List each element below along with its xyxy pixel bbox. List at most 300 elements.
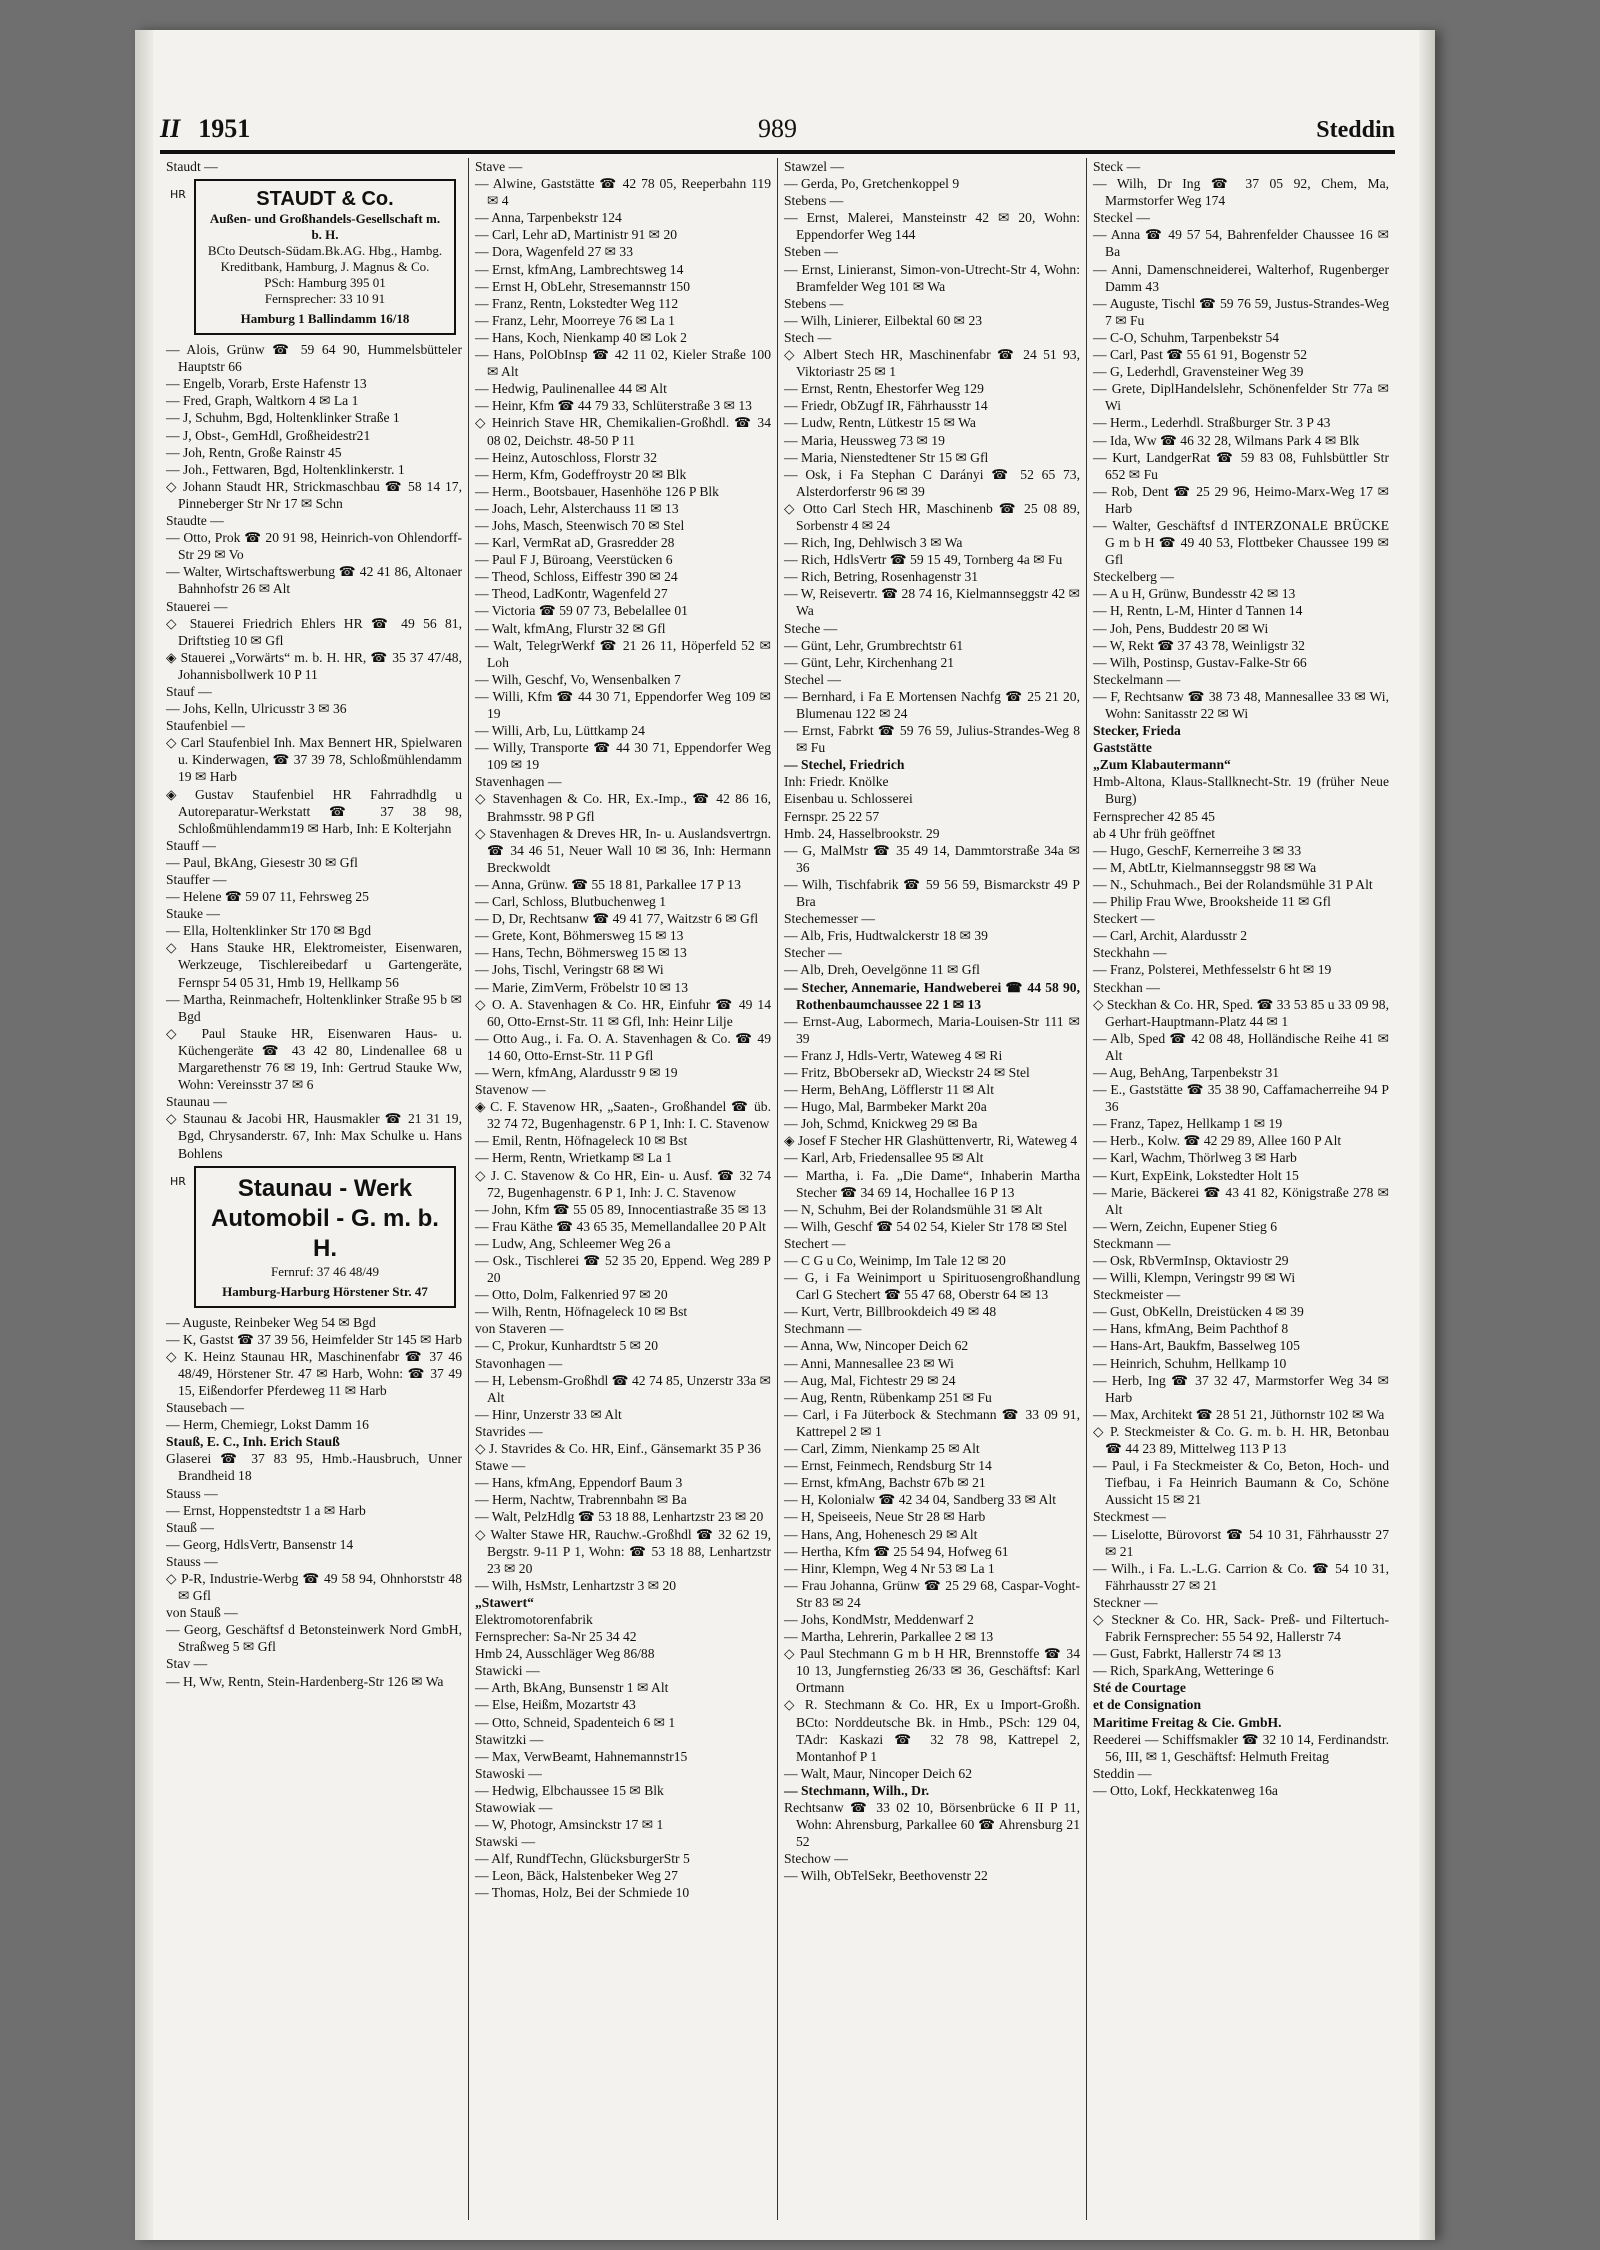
directory-entry: ◇ Walter Stawe HR, Rauchw.-Großhdl ☎ 32 62 19, Bergstr. 9-11 P 1, Wohn: ☎ 53 18 88, Lenhartzstr 23 ✉ 20	[475, 1526, 771, 1576]
directory-entry: — Engelb, Vorarb, Erste Hafenstr 13	[166, 376, 367, 392]
surname-heading: Steckhan —	[1093, 979, 1160, 995]
directory-entry: — Anni, Mannesallee 23 ✉ Wi	[784, 1355, 954, 1371]
directory-entry: — Ernst, kfmAng, Lambrechtsweg 14	[475, 261, 684, 277]
directory-entry: Stecker, Frieda	[1093, 723, 1181, 739]
directory-entry: — Alb, Dreh, Oevelgönne 11 ✉ Gfl	[784, 962, 980, 978]
directory-entry: — Willy, Transporte ☎ 44 30 71, Eppendorfer Weg 109 ✉ 19	[475, 740, 771, 773]
surname-heading: Steckner —	[1093, 1594, 1158, 1610]
directory-entry: — Anna ☎ 49 57 54, Bahrenfelder Chaussee 16 ✉ Ba	[1093, 227, 1389, 260]
directory-entry: — Kurt, Vertr, Billbrookdeich 49 ✉ 48	[784, 1304, 997, 1320]
directory-entry: — Karl, Wachm, Thörlweg 3 ✉ Harb	[1093, 1150, 1297, 1166]
directory-entry: — Franz, Rentn, Lokstedter Weg 112	[475, 295, 679, 311]
surname-heading: Steddin —	[1093, 1765, 1152, 1781]
directory-entry: — Paul, BkAng, Giesestr 30 ✉ Gfl	[166, 854, 358, 870]
directory-entry: Elektromotorenfabrik	[475, 1611, 593, 1627]
directory-entry: — J, Schuhm, Bgd, Holtenklinker Straße 1	[166, 410, 400, 426]
directory-entry: — Herm, Rentn, Wrietkamp ✉ La 1	[475, 1150, 673, 1166]
directory-entry: — Hedwig, Paulinenallee 44 ✉ Alt	[475, 381, 667, 397]
directory-entry: — Joh, Pens, Buddestr 20 ✉ Wi	[1093, 620, 1269, 636]
directory-entry: — M, AbtLtr, Kielmannseggstr 98 ✉ Wa	[1093, 859, 1317, 875]
directory-entry: — Emil, Rentn, Höfnageleck 10 ✉ Bst	[475, 1133, 688, 1149]
directory-entry: — Aug, Mal, Fichtestr 29 ✉ 24	[784, 1372, 956, 1388]
directory-entry: — H, Ww, Rentn, Stein-Hardenberg-Str 126 ✉ Wa	[166, 1673, 444, 1689]
directory-entry: — Ernst, Rentn, Ehestorfer Weg 129	[784, 381, 984, 397]
directory-entry: — D, Dr, Rechtsanw ☎ 49 41 77, Waitzstr 6 ✉ Gfl	[475, 911, 759, 927]
directory-entry: — Johs, Kelln, Ulricusstr 3 ✉ 36	[166, 701, 347, 717]
directory-entry: — Herm, Kfm, Godeffroystr 20 ✉ Blk	[475, 466, 687, 482]
directory-entry: — G, i Fa Weinimport u Spirituosengroßhandlung Carl G Stechert ☎ 55 47 68, Oberstr 64 ✉ 13	[784, 1270, 1080, 1303]
directory-entry: — John, Kfm ☎ 55 05 89, Innocentiastraße 35 ✉ 13	[475, 1201, 767, 1217]
directory-entry: — Carl, Archit, Alardusstr 2	[1093, 928, 1248, 944]
directory-entry: — Franz J, Hdls-Vertr, Wateweg 4 ✉ Ri	[784, 1047, 1003, 1063]
directory-entry: — Arth, BkAng, Bunsenstr 1 ✉ Alt	[475, 1680, 669, 1696]
surname-heading: Stauerei —	[166, 598, 228, 614]
surname-heading: Steckel —	[1093, 210, 1151, 226]
directory-entry: — Auguste, Tischl ☎ 59 76 59, Justus-Strandes-Weg 7 ✉ Fu	[1093, 295, 1389, 328]
directory-entry: Hmb. 24, Hasselbrookstr. 29	[784, 825, 940, 841]
directory-entry: — Wilh, Tischfabrik ☎ 59 56 59, Bismarckstr 49 P Bra	[784, 876, 1080, 910]
directory-entry: — Franz, Tapez, Hellkamp 1 ✉ 19	[1093, 1116, 1283, 1132]
surname-heading: Stechel —	[784, 671, 842, 687]
advert-bank-details: BCto Deutsch-Südam.Bk.AG. Hbg., Hambg. Kreditbank, Hamburg, J. Magnus & Co. PSch: Hamburg 395 01	[207, 243, 443, 291]
directory-entry: — Wilh, HsMstr, Lenhartzstr 3 ✉ 20	[475, 1577, 677, 1593]
surname-heading: Stawowiak —	[475, 1800, 553, 1815]
directory-entry: Fernsprecher: Sa-Nr 25 34 42	[475, 1629, 637, 1645]
directory-entry: — Wern, Zeichn, Eupener Stieg 6	[1093, 1218, 1278, 1234]
directory-page	[135, 30, 1435, 2240]
directory-entry: — Otto, Schneid, Spadenteich 6 ✉ 1	[475, 1714, 676, 1730]
directory-entry: — Walter, Wirtschaftswerbung ☎ 42 41 86, Altonaer Bahnhofstr 26 ✉ Alt	[166, 564, 462, 597]
surname-heading: Stebens —	[784, 295, 844, 311]
page-header	[160, 102, 1395, 154]
directory-column-1	[160, 158, 469, 2220]
directory-entry: — Paul F J, Büroang, Veerstücken 6	[475, 552, 673, 568]
surname-heading: Stauf —	[166, 683, 212, 699]
directory-entry: — Wilh, Rentn, Höfnageleck 10 ✉ Bst	[475, 1304, 688, 1320]
directory-entry: — H, Speiseeis, Neue Str 28 ✉ Harb	[784, 1509, 986, 1525]
surname-heading: Stauke —	[166, 906, 220, 922]
directory-entry: — Maria, Heussweg 73 ✉ 19	[784, 432, 945, 448]
directory-entry: — Ludw, Rentn, Lütkestr 15 ✉ Wa	[784, 415, 976, 431]
directory-entry: — Carl, Zimm, Nienkamp 25 ✉ Alt	[784, 1441, 980, 1457]
directory-entry: — C, Prokur, Kunhardtstr 5 ✉ 20	[475, 1338, 659, 1354]
directory-entry: Fernspr. 25 22 57	[784, 808, 880, 824]
directory-entry: Glaserei ☎ 37 83 95, Hmb.-Hausbruch, Unner Brandheid 18	[166, 1451, 462, 1484]
surname-heading: Stauss —	[166, 1485, 218, 1501]
directory-entry: — Hugo, GeschF, Kernerreihe 3 ✉ 33	[1093, 842, 1302, 858]
advert-phone: Fernsprecher: 33 10 91	[264, 291, 386, 307]
directory-entry: — Frau Käthe ☎ 43 65 35, Memellandallee 20 P Alt	[475, 1218, 766, 1234]
surname-heading: Stechow —	[784, 1851, 848, 1867]
directory-entry: — Auguste, Reinbeker Weg 54 ✉ Bgd	[166, 1314, 376, 1330]
directory-entry: — Alf, RundfTechn, GlücksburgerStr 5	[475, 1851, 690, 1867]
directory-entry: — Leon, Bäck, Halstenbeker Weg 27	[475, 1868, 678, 1884]
directory-entry: — Bernhard, i Fa E Mortensen Nachfg ☎ 25 21 20, Blumenau 122 ✉ 24	[784, 688, 1080, 721]
surname-heading: Staunau —	[166, 1094, 227, 1110]
surname-heading: Stawoski —	[475, 1765, 542, 1781]
directory-entry: ◇ Paul Stechmann G m b H HR, Brennstoffe ☎ 34 10 13, Jungfernstieg 26/33 ✉ 36, Geschäftsf: Karl Ortmann	[784, 1646, 1080, 1696]
surname-heading: Staudt —	[166, 159, 218, 174]
directory-entry: — Fritz, BbObersekr aD, Wieckstr 24 ✉ Stel	[784, 1064, 1030, 1080]
surname-heading: Stavenhagen —	[475, 774, 562, 790]
directory-entry: — Herm, BehAng, Löfflerstr 11 ✉ Alt	[784, 1082, 994, 1098]
directory-entry: — Hans, PolObInsp ☎ 42 11 02, Kieler Straße 100 ✉ Alt	[475, 347, 771, 380]
surname-heading: Stebens —	[784, 193, 844, 209]
directory-entry: — Joh, Schmd, Knickweg 29 ✉ Ba	[784, 1116, 978, 1132]
surname-heading: Stav —	[166, 1656, 208, 1672]
directory-entry: — Grete, Kont, Böhmersweg 15 ✉ 13	[475, 928, 684, 944]
directory-entry: — C-O, Schuhm, Tarpenbekstr 54	[1093, 329, 1280, 345]
directory-entry: — Theod, LadKontr, Wagenfeld 27	[475, 586, 668, 602]
surname-heading: Stechmann —	[784, 1321, 862, 1337]
directory-entry: — Willi, Arb, Lu, Lüttkamp 24	[475, 723, 645, 739]
directory-entry: ◇ R. Stechmann & Co. HR, Ex u Import-Großh. BCto: Norddeutsche Bk. in Hmb., PSch: 129 04, TAdr: Kaskazi ☎ 32 78 98, Kattrepel 2, Montanhof P 1	[784, 1697, 1080, 1764]
surname-heading: Stawski —	[475, 1834, 536, 1850]
surname-heading: Steckhahn —	[1093, 945, 1167, 961]
directory-entry: — Kurt, LandgerRat ☎ 59 83 08, Fuhlsbüttler Str 652 ✉ Fu	[1093, 449, 1389, 482]
directory-entry: — Liselotte, Bürovorst ☎ 54 10 31, Fährhausstr 27 ✉ 21	[1093, 1526, 1389, 1559]
directory-entry: — Alb, Sped ☎ 42 08 48, Holländische Reihe 41 ✉ Alt	[1093, 1030, 1389, 1063]
directory-entry: — Karl, Arb, Friedensallee 95 ✉ Alt	[784, 1150, 984, 1166]
directory-entry: ab 4 Uhr früh geöffnet	[1093, 825, 1216, 841]
directory-entry: — Heinr, Kfm ☎ 44 79 33, Schlüterstraße 3 ✉ 13	[475, 398, 752, 414]
page-edge-shadow	[1419, 30, 1435, 2240]
surname-heading: Stauffer —	[166, 872, 227, 887]
directory-entry: — Hinr, Klempn, Weg 4 Nr 53 ✉ La 1	[784, 1560, 995, 1576]
advert-address: Hamburg 1 Ballindamm 16/18	[240, 311, 410, 327]
directory-entry: — Otto Aug., i. Fa. O. A. Stavenhagen & Co. ☎ 49 14 60, Otto-Ernst-Str. 11 P Gfl	[475, 1030, 771, 1063]
directory-entry: ◇ Stauerei Friedrich Ehlers HR ☎ 49 56 81, Driftstieg 10 ✉ Gfl	[166, 615, 462, 648]
directory-entry: ◇ Hans Stauke HR, Elektromeister, Eisenwaren, Werkzeuge, Tischlereibedarf u Gartengeräte, Fernspr 54 05 31, Hmb 19, Hellkamp 56	[166, 940, 462, 990]
directory-entry: ◇ Otto Carl Stech HR, Maschinenb ☎ 25 08 89, Sorbenstr 4 ✉ 24	[784, 500, 1080, 533]
directory-entry: — Philip Frau Wwe, Brooksheide 11 ✉ Gfl	[1093, 894, 1331, 910]
directory-entry: ◇ Stavenhagen & Dreves HR, In- u. Auslandsvertrgn. ☎ 34 46 51, Neuer Wall 10 ✉ 36, Inh: Hermann Breckwoldt	[475, 825, 771, 875]
directory-entry: — Hugo, Mal, Barmbeker Markt 20a	[784, 1099, 987, 1115]
directory-entry: ◇ J. Stavrides & Co. HR, Einf., Gänsemarkt 35 P 36	[475, 1441, 761, 1457]
directory-entry: — Martha, Lehrerin, Parkallee 2 ✉ 13	[784, 1629, 994, 1645]
directory-entry: ◇ P. Steckmeister & Co. G. m. b. H. HR, Betonbau ☎ 44 23 89, Mittelweg 113 P 13	[1093, 1423, 1389, 1457]
year-label: 1951	[198, 114, 251, 143]
directory-entry: ◇ J. C. Stavenow & Co HR, Ein- u. Ausf. ☎ 32 74 72, Bugenhagenstr. 6 P 1, Inh: J. C. Stavenow	[475, 1167, 771, 1200]
directory-entry: — Anna, Ww, Nincoper Deich 62	[784, 1338, 969, 1354]
directory-entry: — J, Obst-, GemHdl, Großheidestr21	[166, 427, 371, 443]
directory-entry: — Franz, Polsterei, Methfesselstr 6 ht ✉ 19	[1093, 962, 1332, 978]
surname-heading: Steckmeister —	[1093, 1287, 1181, 1303]
directory-entry: — Walt, PelzHdlg ☎ 53 18 88, Lenhartzstr 23 ✉ 20	[475, 1509, 764, 1525]
directory-entry: — Stechmann, Wilh., Dr.	[784, 1782, 930, 1798]
surname-heading: Staufenbiel —	[166, 718, 245, 734]
directory-entry: — Ludw, Ang, Schleemer Weg 26 a	[475, 1235, 671, 1251]
directory-entry: — Rich, HdlsVertr ☎ 59 15 49, Tornberg 4a ✉ Fu	[784, 552, 1063, 568]
directory-entry: — Walt, TelegrWerkf ☎ 21 26 11, Höperfeld 52 ✉ Loh	[475, 637, 771, 670]
directory-entry: — Walt, Maur, Nincoper Deich 62	[784, 1765, 972, 1781]
directory-entry: — Gust, Fabrkt, Hallerstr 74 ✉ 13	[1093, 1646, 1282, 1662]
staudt-advert-box	[170, 179, 456, 335]
directory-entry: — Wilh, Linierer, Eilbektal 60 ✉ 23	[784, 312, 983, 328]
directory-entry: — Theod, Schloss, Eiffestr 390 ✉ 24	[475, 569, 678, 585]
directory-entry: — Stechel, Friedrich	[784, 757, 905, 773]
surname-heading: Stechert —	[784, 1235, 846, 1251]
directory-entry: — Hans, Koch, Nienkamp 40 ✉ Lok 2	[475, 329, 687, 345]
directory-entry: — H, Lebensm-Großhdl ☎ 42 74 85, Unzerstr 33a ✉ Alt	[475, 1372, 771, 1405]
directory-entry: — Wilh, ObTelSekr, Beethovenstr 22	[784, 1868, 988, 1884]
directory-entry: — Anna, Grünw. ☎ 55 18 81, Parkallee 17 P 13	[475, 876, 741, 892]
directory-entry: — Fred, Graph, Waltkorn 4 ✉ La 1	[166, 393, 359, 409]
surname-heading: Stauß —	[166, 1519, 214, 1535]
surname-heading: Stecher —	[784, 945, 842, 961]
directory-entry: — Osk, i Fa Stephan C Darányi ☎ 52 65 73, Alsterdorferstr 96 ✉ 39	[784, 466, 1080, 499]
surname-heading: Steche —	[784, 620, 838, 636]
directory-entry: — W, Reisevertr. ☎ 28 74 16, Kielmannseggstr 42 ✉ Wa	[784, 586, 1080, 619]
directory-entry: — Anna, Tarpenbekstr 124	[475, 210, 622, 226]
hr-marker: HR	[170, 188, 186, 202]
advert-phone: Fernruf: 37 46 48/49	[271, 1263, 379, 1279]
directory-entry: — Thomas, Holz, Bei der Schmiede 10	[475, 1885, 690, 1901]
directory-entry: ◈ Josef F Stecher HR Glashüttenvertr, Ri, Wateweg 4	[784, 1133, 1078, 1149]
directory-column-3	[778, 158, 1087, 2220]
directory-entry: Eisenbau u. Schlosserei	[784, 791, 913, 807]
surname-heading: Stawzel —	[784, 159, 845, 174]
directory-entry: Sté de Courtage	[1093, 1680, 1186, 1696]
surname-heading: Steckelmann —	[1093, 671, 1181, 687]
directory-entry: — Ernst, Malerei, Mansteinstr 42 ✉ 20, Wohn: Eppendorfer Weg 144	[784, 210, 1080, 243]
directory-entry: „Stawert“	[475, 1594, 534, 1610]
directory-entry: — Herm, Chemiegr, Lokst Damm 16	[166, 1417, 369, 1433]
directory-entry: ◇ Heinrich Stave HR, Chemikalien-Großhdl. ☎ 34 08 02, Deichstr. 48-50 P 11	[475, 415, 771, 448]
directory-entry: — Otto, Dolm, Falkenried 97 ✉ 20	[475, 1287, 668, 1303]
directory-entry: — G, Lederhdl, Gravensteiner Weg 39	[1093, 364, 1304, 380]
directory-entry: — Günt, Lehr, Kirchenhang 21	[784, 654, 955, 670]
surname-heading: von Staveren —	[475, 1321, 564, 1337]
surname-heading: Stavrides —	[475, 1423, 543, 1439]
surname-heading: Stave —	[475, 159, 523, 174]
directory-entry: — Marie, ZimVerm, Fröbelstr 10 ✉ 13	[475, 979, 688, 995]
directory-entry: — Ernst, Feinmech, Rendsburg Str 14	[784, 1458, 992, 1474]
directory-entry: — Wilh, Dr Ing ☎ 37 05 92, Chem, Ma, Marmstorfer Weg 174	[1093, 176, 1389, 209]
directory-entry: — Rich, SparkAng, Wetteringe 6	[1093, 1663, 1274, 1679]
directory-entry: — H, Kolonialw ☎ 42 34 04, Sandberg 33 ✉ Alt	[784, 1492, 1056, 1508]
surname-heading: Staudte —	[166, 513, 224, 529]
directory-entry: Hmb 24, Ausschläger Weg 86/88	[475, 1646, 655, 1662]
directory-entry: — F, Rechtsanw ☎ 38 73 48, Mannesallee 33 ✉ Wi, Wohn: Sanitasstr 22 ✉ Wi	[1093, 688, 1389, 721]
directory-columns	[160, 158, 1395, 2220]
directory-entry: Maritime Freitag & Cie. GmbH.	[1093, 1714, 1282, 1730]
surname-heading: Stausebach —	[166, 1400, 245, 1416]
directory-entry: — Carl, Lehr aD, Martinistr 91 ✉ 20	[475, 227, 678, 243]
directory-entry: — Marie, Bäckerei ☎ 43 41 82, Königstraße 278 ✉ Alt	[1093, 1184, 1389, 1217]
directory-entry: — Aug, BehAng, Tarpenbekstr 31	[1093, 1064, 1280, 1080]
surname-heading: Stavenow —	[475, 1082, 546, 1098]
directory-entry: — Carl, Schloss, Blutbuchenweg 1	[475, 894, 667, 910]
directory-entry: — Hans-Art, Baukfm, Basselweg 105	[1093, 1338, 1300, 1354]
hr-marker: HR	[170, 1174, 186, 1188]
directory-entry: — Ella, Holtenklinker Str 170 ✉ Bgd	[166, 923, 372, 939]
directory-entry: — Johs, Tischl, Veringstr 68 ✉ Wi	[475, 962, 664, 978]
directory-entry: ◇ Albert Stech HR, Maschinenfabr ☎ 24 51 93, Viktoriastr 25 ✉ 1	[784, 347, 1080, 380]
directory-entry: — Victoria ☎ 59 07 73, Bebelallee 01	[475, 603, 688, 619]
directory-entry: „Zum Klabautermann“	[1093, 757, 1231, 773]
directory-entry: ◇ Steckner & Co. HR, Sack- Preß- und Filtertuch-Fabrik Fernsprecher: 55 54 92, Hallerstr 74	[1093, 1611, 1389, 1645]
page-binding-shadow	[135, 30, 153, 2240]
directory-entry: — Johs, KondMstr, Meddenwarf 2	[784, 1611, 974, 1627]
directory-entry: — Grete, DiplHandelslehr, Schönenfelder Str 77a ✉ Wi	[1093, 381, 1389, 414]
directory-entry: ◈ Gustav Staufenbiel HR Fahrradhdlg u Autoreparatur-Werkstatt ☎ 37 38 98, Schloßmühlendamm19 ✉ Harb, Inh: E Kolterjahn	[166, 786, 462, 836]
directory-entry: — Aug, Rentn, Rübenkamp 251 ✉ Fu	[784, 1389, 992, 1405]
surname-heading: Steck —	[1093, 159, 1141, 174]
running-head: Steddin	[1316, 117, 1395, 143]
directory-entry: — C G u Co, Weinimp, Im Tale 12 ✉ 20	[784, 1253, 1006, 1268]
directory-entry: — Rob, Dent ☎ 25 29 96, Heimo-Marx-Weg 17 ✉ Harb	[1093, 483, 1389, 516]
directory-entry: — N., Schuhmach., Bei der Rolandsmühle 31 P Alt	[1093, 876, 1373, 892]
directory-entry: — Max, Architekt ☎ 28 51 21, Jüthornstr 102 ✉ Wa	[1093, 1406, 1385, 1422]
directory-entry: — Ida, Ww ☎ 46 32 28, Wilmans Park 4 ✉ Blk	[1093, 432, 1360, 448]
advert-company-name: Staunau - Werk Automobil - G. m. b. H.	[211, 1174, 439, 1262]
directory-entry: — Hinr, Unzerstr 33 ✉ Alt	[475, 1406, 622, 1422]
directory-entry: — Johs, Masch, Steenwisch 70 ✉ Stel	[475, 517, 685, 533]
directory-entry: — Otto, Lokf, Heckkatenweg 16a	[1093, 1782, 1278, 1798]
surname-heading: Stawitzki —	[475, 1731, 544, 1747]
surname-heading: Steckert —	[1093, 911, 1155, 927]
directory-entry: — Stecher, Annemarie, Handweberei ☎ 44 58 90, Rothenbaumchaussee 22 1 ✉ 13	[784, 979, 1080, 1012]
advert-company-name: STAUDT & Co.	[256, 188, 394, 211]
directory-entry: — Ernst, Fabrkt ☎ 59 76 59, Julius-Strandes-Weg 8 ✉ Fu	[784, 723, 1080, 756]
directory-entry: ◇ Stavenhagen & Co. HR, Ex.-Imp., ☎ 42 86 16, Brahmsstr. 98 P Gfl	[475, 791, 771, 824]
directory-entry: — Ernst, Linieranst, Simon-von-Utrecht-Str 4, Wohn: Bramfelder Weg 101 ✉ Wa	[784, 261, 1080, 294]
directory-entry: — G, MalMstr ☎ 35 49 14, Dammtorstraße 34a ✉ 36	[784, 842, 1080, 875]
directory-entry: — Max, VerwBeamt, Hahnemannstr15	[475, 1748, 688, 1764]
directory-entry: — Joh., Fettwaren, Bgd, Holtenklinkerstr. 1	[166, 461, 405, 477]
surname-heading: von Stauß —	[166, 1605, 238, 1621]
directory-entry: — Hans, kfmAng, Eppendorf Baum 3	[475, 1475, 683, 1491]
surname-heading: Stech —	[784, 329, 832, 345]
directory-entry: ◇ O. A. Stavenhagen & Co. HR, Einfuhr ☎ 49 14 60, Otto-Ernst-Str. 11 ✉ Gfl, Inh: Heinr Lilje	[475, 996, 771, 1029]
directory-entry: — Gust, ObKelln, Dreistücken 4 ✉ 39	[1093, 1304, 1304, 1320]
directory-entry: — Helene ☎ 59 07 11, Fehrsweg 25	[166, 889, 369, 905]
directory-entry: — Ernst H, ObLehr, Stresemannstr 150	[475, 278, 691, 294]
directory-entry: ◇ Steckhan & Co. HR, Sped. ☎ 33 53 85 u 33 09 98, Gerhart-Hauptmann-Platz 44 ✉ 1	[1093, 996, 1389, 1029]
directory-entry: — W, Photogr, Amsinckstr 17 ✉ 1	[475, 1817, 664, 1833]
directory-entry: — Herm., Bootsbauer, Hasenhöhe 126 P Blk	[475, 483, 719, 499]
directory-entry: — Walt, kfmAng, Flurstr 32 ✉ Gfl	[475, 620, 666, 636]
surname-heading: Stauss —	[166, 1553, 218, 1569]
directory-entry: — Wern, kfmAng, Alardusstr 9 ✉ 19	[475, 1064, 678, 1080]
directory-entry: — W, Rekt ☎ 37 43 78, Weinligstr 32	[1093, 637, 1305, 653]
directory-entry: — Osk, RbVermInsp, Oktaviostr 29	[1093, 1253, 1289, 1268]
volume-label: II	[160, 114, 181, 143]
directory-entry: — H, Rentn, L-M, Hinter d Tannen 14	[1093, 603, 1303, 619]
directory-entry: Hmb-Altona, Klaus-Stallknecht-Str. 19 (früher Neue Burg)	[1093, 774, 1389, 807]
directory-entry: — Herb., Kolw. ☎ 42 29 89, Allee 160 P Alt	[1093, 1133, 1342, 1149]
directory-entry: — Dora, Wagenfeld 27 ✉ 33	[475, 244, 634, 260]
directory-entry: — Martha, Reinmachefr, Holtenklinker Straße 95 b ✉ Bgd	[166, 991, 462, 1024]
advert-subtitle: Außen- und Großhandels-Gesellschaft m. b. H.	[209, 211, 441, 243]
directory-entry: — Herm, Nachtw, Trabrennbahn ✉ Ba	[475, 1492, 687, 1508]
directory-entry: ◇ Carl Staufenbiel Inh. Max Bennert HR, Spielwaren u. Kinderwagen, ☎ 37 39 78, Schloßmühlendamm 19 ✉ Harb	[166, 735, 462, 785]
directory-entry: — Willi, Klempn, Veringstr 99 ✉ Wi	[1093, 1270, 1296, 1286]
directory-entry: — Else, Heißm, Mozartstr 43	[475, 1697, 636, 1713]
directory-entry: Reederei — Schiffsmakler ☎ 32 10 14, Ferdinandstr. 56, III, ✉ 1, Geschäftsf: Helmuth Freitag	[1093, 1731, 1389, 1764]
directory-entry: — Heinz, Autoschloss, Florstr 32	[475, 449, 658, 465]
directory-entry: — Osk., Tischlerei ☎ 52 35 20, Eppend. Weg 289 P 20	[475, 1253, 771, 1286]
directory-entry: — Heinrich, Schuhm, Hellkamp 10	[1093, 1355, 1287, 1371]
directory-entry: — Herb, Ing ☎ 37 32 47, Marmstorfer Weg 34 ✉ Harb	[1093, 1372, 1389, 1405]
directory-entry: — A u H, Grünw, Bundesstr 42 ✉ 13	[1093, 586, 1296, 602]
directory-entry: Rechtsanw ☎ 33 02 10, Börsenbrücke 6 II P 11, Wohn: Ahrensburg, Parkallee 60 ☎ Ahrensburg 21 52	[784, 1800, 1080, 1850]
surname-heading: Steckelberg —	[1093, 569, 1174, 585]
directory-entry: ◇ Staunau & Jacobi HR, Hausmakler ☎ 21 31 19, Bgd, Chrysanderstr. 67, Inh: Max Schulke u. Hans Bohlens	[166, 1111, 462, 1161]
directory-entry: — Herm., Lederhdl. Straßburger Str. 3 P 43	[1093, 415, 1331, 431]
directory-entry: — Günt, Lehr, Grumbrechtstr 61	[784, 637, 964, 653]
directory-entry: — Wilh, Geschf, Vo, Wensenbalken 7	[475, 671, 681, 687]
surname-heading: Stavonhagen —	[475, 1355, 563, 1371]
directory-entry: Inh: Friedr. Knölke	[784, 774, 889, 790]
directory-entry: — Maria, Nienstedtener Str 15 ✉ Gfl	[784, 449, 989, 465]
staunau-advert-box	[170, 1166, 456, 1308]
directory-entry: — Georg, Geschäftsf d Betonsteinwerk Nord GmbH, Straßweg 5 ✉ Gfl	[166, 1622, 462, 1655]
directory-entry: — Hans, kfmAng, Beim Pachthof 8	[1093, 1321, 1289, 1337]
directory-entry: — Friedr, ObZugf IR, Fährhausstr 14	[784, 398, 988, 414]
directory-entry: — Wilh, Postinsp, Gustav-Falke-Str 66	[1093, 654, 1307, 670]
directory-entry: — Ernst, Hoppenstedtstr 1 a ✉ Harb	[166, 1502, 366, 1518]
directory-entry: — Joh, Rentn, Große Rainstr 45	[166, 444, 342, 460]
directory-entry: ◇ Paul Stauke HR, Eisenwaren Haus- u. Küchengeräte ☎ 43 42 80, Lindenallee 68 u Margarethenstr 76 ✉ 19, Inh: Gertrud Stauke Ww, Wohn: Vereinsstr 37 ✉ 6	[166, 1025, 462, 1093]
directory-entry: — Alois, Grünw ☎ 59 64 90, Hummelsbütteler Hauptstr 66	[166, 342, 462, 375]
directory-entry: — Carl, i Fa Jüterbock & Stechmann ☎ 33 09 91, Kattrepel 2 ✉ 1	[784, 1406, 1080, 1439]
directory-entry: — Hans, Techn, Böhmersweg 15 ✉ 13	[475, 945, 687, 961]
directory-entry: — Kurt, ExpEink, Lokstedter Holt 15	[1093, 1167, 1299, 1183]
surname-heading: Steben —	[784, 244, 838, 260]
directory-entry: — Hedwig, Elbchaussee 15 ✉ Blk	[475, 1782, 664, 1798]
directory-entry: — Frau Johanna, Grünw ☎ 25 29 68, Caspar-Voght-Str 83 ✉ 24	[784, 1577, 1080, 1610]
directory-entry: Fernsprecher 42 85 45	[1093, 808, 1215, 824]
directory-entry: — Anni, Damenschneiderei, Walterhof, Rugenberger Damm 43	[1093, 261, 1389, 294]
directory-entry: — Rich, Ing, Dehlwisch 3 ✉ Wa	[784, 535, 963, 551]
directory-entry: — Gerda, Po, Gretchenkoppel 9	[784, 176, 960, 192]
surname-heading: Stechemesser —	[784, 911, 875, 927]
directory-entry: — Georg, HdlsVertr, Bansenstr 14	[166, 1536, 354, 1552]
surname-heading: Steckmest —	[1093, 1509, 1166, 1525]
directory-entry: — Ernst, kfmAng, Bachstr 67b ✉ 21	[784, 1475, 986, 1491]
directory-entry: — E., Gaststätte ☎ 35 38 90, Caffamacherreihe 94 P 36	[1093, 1082, 1389, 1115]
directory-entry: — Joach, Lehr, Alsterchauss 11 ✉ 13	[475, 500, 679, 516]
directory-entry: — K, Gastst ☎ 37 39 56, Heimfelder Str 145 ✉ Harb	[166, 1331, 463, 1347]
directory-entry: — Rich, Betring, Rosenhagenstr 31	[784, 569, 979, 585]
directory-entry: — Alwine, Gaststätte ☎ 42 78 05, Reeperbahn 119 ✉ 4	[475, 176, 771, 209]
directory-entry: — Ernst-Aug, Labormech, Maria-Louisen-Str 111 ✉ 39	[784, 1013, 1080, 1046]
directory-entry: — Willi, Kfm ☎ 44 30 71, Eppendorfer Weg 109 ✉ 19	[475, 688, 771, 721]
directory-entry: — N, Schuhm, Bei der Rolandsmühle 31 ✉ Alt	[784, 1201, 1043, 1217]
directory-column-2	[469, 158, 778, 2220]
directory-entry: — Franz, Lehr, Moorreye 76 ✉ La 1	[475, 312, 675, 328]
directory-entry: Stauß, E. C., Inh. Erich Stauß	[166, 1434, 340, 1450]
directory-entry: ◈ C. F. Stavenow HR, „Saaten-, Großhandel ☎ üb. 32 74 72, Bugenhagenstr. 6 P 1, Inh: I. C. Stavenow	[475, 1099, 771, 1132]
directory-entry: ◇ Johann Staudt HR, Strickmaschbau ☎ 58 14 17, Pinneberger Str Nr 17 ✉ Schn	[166, 478, 462, 511]
directory-entry: ◈ Stauerei „Vorwärts“ m. b. H. HR, ☎ 35 37 47/48, Johannisbollwerk 10 P 11	[166, 649, 462, 682]
directory-entry: — Hans, Ang, Hohenesch 29 ✉ Alt	[784, 1526, 978, 1542]
directory-entry: ◇ K. Heinz Staunau HR, Maschinenfabr ☎ 37 46 48/49, Hörstener Str. 47 ✉ Harb, Wohn: ☎ 37 49 15, Eißendorfer Pferdeweg 11 ✉ Harb	[166, 1348, 462, 1398]
directory-entry: — Hertha, Kfm ☎ 25 54 94, Hofweg 61	[784, 1543, 1009, 1559]
surname-heading: Stauff —	[166, 837, 216, 853]
directory-column-4	[1087, 158, 1395, 2220]
directory-entry: — Alb, Fris, Hudtwalckerstr 18 ✉ 39	[784, 928, 988, 944]
directory-entry: et de Consignation	[1093, 1697, 1202, 1713]
surname-heading: Steckmann —	[1093, 1235, 1171, 1251]
directory-entry: — Carl, Past ☎ 55 61 91, Bogenstr 52	[1093, 347, 1308, 363]
advert-address: Hamburg-Harburg Hörstener Str. 47	[222, 1283, 428, 1299]
surname-heading: Stawe —	[475, 1458, 526, 1474]
directory-entry: — Paul, i Fa Steckmeister & Co, Beton, Hoch- und Tiefbau, i Fa Heinrich Baumann & Co, Schöne Aussicht 15 ✉ 21	[1093, 1458, 1389, 1508]
directory-entry: Gaststätte	[1093, 740, 1152, 756]
